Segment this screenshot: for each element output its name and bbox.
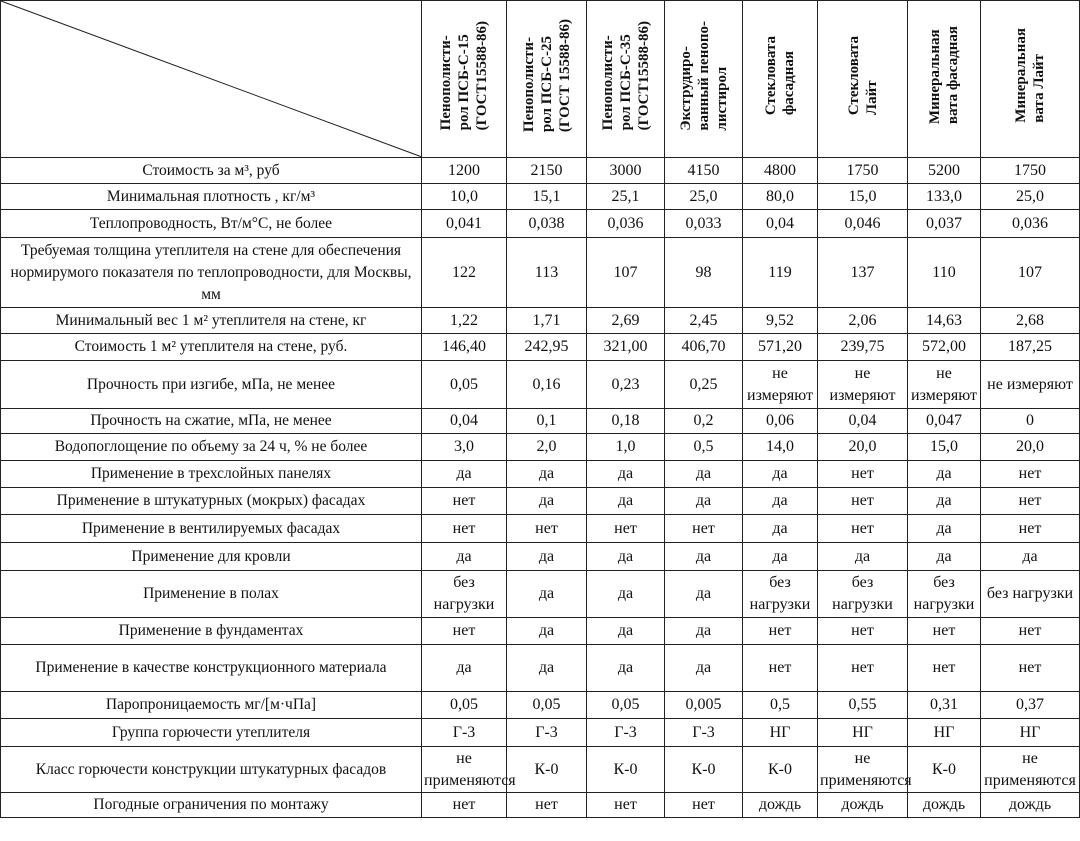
table-cell: да [743, 488, 818, 515]
table-cell: да [665, 571, 743, 618]
table-cell: да [743, 515, 818, 543]
table-cell: 15,1 [507, 184, 587, 210]
table-cell: не измеряют [743, 361, 818, 409]
column-header-label: Минеральная вата фасадная [927, 26, 961, 125]
column-header [587, 1, 665, 158]
table-cell: К-0 [507, 747, 587, 793]
table-cell: 0,05 [422, 361, 507, 409]
table-cell: нет [507, 793, 587, 818]
table-cell: дождь [818, 793, 908, 818]
table-cell: НГ [981, 719, 1080, 747]
table-cell: 2,45 [665, 308, 743, 334]
table-cell: НГ [818, 719, 908, 747]
table-cell: К-0 [908, 747, 981, 793]
table-cell: да [908, 461, 981, 488]
row-label: Группа горючести утеплителя [1, 719, 422, 747]
row-label: Применение в трехслойных панелях [1, 461, 422, 488]
table-cell: 0,5 [743, 692, 818, 719]
table-cell: 1,22 [422, 308, 507, 334]
table-cell: 20,0 [818, 434, 908, 461]
table-cell: нет [818, 488, 908, 515]
table-body [1, 158, 1080, 818]
table-cell: 4800 [743, 158, 818, 184]
table-cell: нет [818, 645, 908, 692]
table-cell: дождь [743, 793, 818, 818]
row-label: Минимальный вес 1 м² утеплителя на стене, кг [1, 308, 422, 334]
table-cell: нет [981, 488, 1080, 515]
table-row [1, 747, 1080, 793]
table-cell: 25,0 [665, 184, 743, 210]
table-cell: 0,55 [818, 692, 908, 719]
table-cell: 25,1 [587, 184, 665, 210]
table-cell: да [587, 645, 665, 692]
table-cell: да [587, 488, 665, 515]
table-row [1, 488, 1080, 515]
table-cell: нет [908, 645, 981, 692]
table-cell: 0,05 [422, 692, 507, 719]
table-cell: нет [743, 645, 818, 692]
table-cell: 110 [908, 238, 981, 308]
table-cell: не измеряют [908, 361, 981, 409]
column-header-label: Пенополисти- рол ПСБ-С-15 (ГОСТ15588-86) [438, 20, 490, 131]
table-cell: да [507, 618, 587, 645]
table-cell: да [507, 645, 587, 692]
row-label: Применение в вентилируемых фасадах [1, 515, 422, 543]
table-cell: 1,0 [587, 434, 665, 461]
row-label: Применение в полах [1, 571, 422, 618]
table-cell: 0,37 [981, 692, 1080, 719]
table-cell: нет [981, 461, 1080, 488]
table-cell: нет [587, 793, 665, 818]
table-cell: без нагрузки [908, 571, 981, 618]
table-cell: нет [422, 793, 507, 818]
table-row [1, 238, 1080, 308]
table-cell: 1200 [422, 158, 507, 184]
table-cell: 0,04 [743, 210, 818, 238]
table-cell: 5200 [908, 158, 981, 184]
row-label: Класс горючести конструкции штукатурных фасадов [1, 747, 422, 793]
table-cell: 0,037 [908, 210, 981, 238]
table-cell: 1,71 [507, 308, 587, 334]
table-row [1, 571, 1080, 618]
table-cell: да [507, 543, 587, 571]
table-cell: 10,0 [422, 184, 507, 210]
table-cell: 25,0 [981, 184, 1080, 210]
table-cell: 137 [818, 238, 908, 308]
column-header [818, 1, 908, 158]
table-cell: 0 [981, 409, 1080, 434]
table-cell: да [818, 543, 908, 571]
table-cell: 2,06 [818, 308, 908, 334]
table-row [1, 210, 1080, 238]
table-cell: нет [981, 645, 1080, 692]
table-cell: без нагрузки [981, 571, 1080, 618]
table-header [1, 1, 1080, 158]
table-row [1, 645, 1080, 692]
table-row [1, 308, 1080, 334]
column-header [981, 1, 1080, 158]
table-cell: да [587, 618, 665, 645]
table-cell: 133,0 [908, 184, 981, 210]
table-cell: не применяются [422, 747, 507, 793]
table-cell: нет [665, 793, 743, 818]
table-cell: 571,20 [743, 334, 818, 361]
table-cell: нет [818, 515, 908, 543]
table-cell: да [665, 618, 743, 645]
table-cell: дождь [908, 793, 981, 818]
table-row [1, 719, 1080, 747]
table-cell: К-0 [587, 747, 665, 793]
table-cell: 146,40 [422, 334, 507, 361]
table-cell: 0,31 [908, 692, 981, 719]
table-cell: дождь [981, 793, 1080, 818]
table-cell: 239,75 [818, 334, 908, 361]
column-header [665, 1, 743, 158]
column-header [507, 1, 587, 158]
table-cell: К-0 [665, 747, 743, 793]
table-cell: нет [422, 618, 507, 645]
table-cell: 2150 [507, 158, 587, 184]
table-cell: 3,0 [422, 434, 507, 461]
table-cell: да [422, 543, 507, 571]
table-row [1, 184, 1080, 210]
table-cell: 0,05 [507, 692, 587, 719]
table-cell: 2,68 [981, 308, 1080, 334]
table-cell: нет [587, 515, 665, 543]
table-cell: без нагрузки [743, 571, 818, 618]
table-cell: 0,036 [981, 210, 1080, 238]
row-label: Погодные ограничения по монтажу [1, 793, 422, 818]
table-row [1, 515, 1080, 543]
table-row [1, 618, 1080, 645]
table-cell: 14,0 [743, 434, 818, 461]
table-cell: да [507, 461, 587, 488]
table-cell: 20,0 [981, 434, 1080, 461]
table-cell: 122 [422, 238, 507, 308]
column-header-label: Минеральная вата Лайт [1013, 28, 1047, 123]
table-cell: да [587, 543, 665, 571]
table-cell: не измеряют [818, 361, 908, 409]
table-cell: 0,23 [587, 361, 665, 409]
table-row [1, 334, 1080, 361]
table-cell: 107 [981, 238, 1080, 308]
column-header [743, 1, 818, 158]
table-cell: Г-3 [422, 719, 507, 747]
table-cell: да [665, 488, 743, 515]
table-cell: нет [981, 515, 1080, 543]
row-label: Применение в фундаментах [1, 618, 422, 645]
table-cell: нет [818, 461, 908, 488]
table-cell: да [665, 645, 743, 692]
column-header-label: Пенополисти- рол ПСБ-С-25 (ГОСТ 15588-86) [520, 18, 573, 133]
table-cell: нет [422, 488, 507, 515]
table-cell: без нагрузки [818, 571, 908, 618]
table-cell: нет [507, 515, 587, 543]
table-cell: 0,25 [665, 361, 743, 409]
table-cell: без нагрузки [422, 571, 507, 618]
table-row [1, 461, 1080, 488]
table-cell: да [507, 488, 587, 515]
table-cell: не применяются [818, 747, 908, 793]
table-cell: 242,95 [507, 334, 587, 361]
table-cell: 0,1 [507, 409, 587, 434]
table-row [1, 158, 1080, 184]
table-cell: 0,04 [422, 409, 507, 434]
row-label: Стоимость за м³, руб [1, 158, 422, 184]
table-cell: НГ [908, 719, 981, 747]
column-header [908, 1, 981, 158]
table-cell: 0,5 [665, 434, 743, 461]
table-cell: 0,033 [665, 210, 743, 238]
table-cell: Г-3 [665, 719, 743, 747]
table-cell: да [587, 571, 665, 618]
table-row [1, 409, 1080, 434]
table-cell: 15,0 [908, 434, 981, 461]
row-label: Требуемая толщина утеплителя на стене для обеспечения нормирумого показателя по теплопроводности, для Москвы, мм [1, 238, 422, 308]
table-cell: Г-3 [507, 719, 587, 747]
table-cell: нет [422, 515, 507, 543]
table-row [1, 361, 1080, 409]
table-row [1, 543, 1080, 571]
table-cell: 0,041 [422, 210, 507, 238]
table-cell: да [981, 543, 1080, 571]
table-cell: не применяются [981, 747, 1080, 793]
table-cell: не измеряют [981, 361, 1080, 409]
table-cell: НГ [743, 719, 818, 747]
row-label: Минимальная плотность , кг/м³ [1, 184, 422, 210]
table-cell: да [908, 488, 981, 515]
table-cell: да [507, 571, 587, 618]
table-cell: 3000 [587, 158, 665, 184]
table-row [1, 692, 1080, 719]
header-row [1, 1, 1080, 158]
row-label: Водопоглощение по объему за 24 ч, % не более [1, 434, 422, 461]
table-cell: 321,00 [587, 334, 665, 361]
table-cell: 2,0 [507, 434, 587, 461]
table-cell: да [422, 645, 507, 692]
table-cell: 0,04 [818, 409, 908, 434]
column-header-label: Экструдиро- ванный пенопо- листирол [677, 20, 730, 131]
table-cell: 0,05 [587, 692, 665, 719]
table-cell: 187,25 [981, 334, 1080, 361]
column-header-label: Стекловата Лайт [845, 35, 880, 116]
table-cell: 4150 [665, 158, 743, 184]
table-row [1, 434, 1080, 461]
table-cell: 0,2 [665, 409, 743, 434]
diagonal-line [1, 1, 422, 157]
table-cell: 15,0 [818, 184, 908, 210]
table-cell: 80,0 [743, 184, 818, 210]
table-cell: 2,69 [587, 308, 665, 334]
table-cell: нет [665, 515, 743, 543]
table-cell: 406,70 [665, 334, 743, 361]
table-cell: да [908, 543, 981, 571]
table-cell: 0,036 [587, 210, 665, 238]
table-cell: да [743, 461, 818, 488]
column-header-label: Пенополисти- рол ПСБ-С-35 (ГОСТ15588-86) [599, 20, 652, 131]
table-cell: 14,63 [908, 308, 981, 334]
row-label: Паропроницаемость мг/[м·чПа] [1, 692, 422, 719]
row-label: Прочность при изгибе, мПа, не менее [1, 361, 422, 409]
table-cell: нет [818, 618, 908, 645]
table-cell: да [665, 461, 743, 488]
table-row [1, 793, 1080, 818]
row-label: Применение в штукатурных (мокрых) фасадах [1, 488, 422, 515]
table-cell: да [587, 461, 665, 488]
table-cell: 107 [587, 238, 665, 308]
table-cell: 0,18 [587, 409, 665, 434]
column-header [422, 1, 507, 158]
row-label: Применение в качестве конструкционного материала [1, 645, 422, 692]
table-cell: нет [743, 618, 818, 645]
table-cell: да [743, 543, 818, 571]
table-cell: 0,047 [908, 409, 981, 434]
row-label: Теплопроводность, Вт/м°С, не более [1, 210, 422, 238]
table-cell: да [665, 543, 743, 571]
table-cell: да [422, 461, 507, 488]
table-cell: 1750 [981, 158, 1080, 184]
row-label: Применение для кровли [1, 543, 422, 571]
table-cell: 572,00 [908, 334, 981, 361]
table-cell: 113 [507, 238, 587, 308]
table-cell: 9,52 [743, 308, 818, 334]
table-cell: 0,06 [743, 409, 818, 434]
table-cell: 0,046 [818, 210, 908, 238]
table-cell: нет [908, 618, 981, 645]
corner-cell [1, 1, 422, 158]
table-cell: 119 [743, 238, 818, 308]
column-header-label: Стекловата фасадная [763, 35, 797, 116]
table-cell: да [908, 515, 981, 543]
table-cell: 98 [665, 238, 743, 308]
table-cell: 1750 [818, 158, 908, 184]
table-cell: 0,038 [507, 210, 587, 238]
table-cell: К-0 [743, 747, 818, 793]
row-label: Стоимость 1 м² утеплителя на стене, руб. [1, 334, 422, 361]
table-cell: Г-3 [587, 719, 665, 747]
table-cell: 0,16 [507, 361, 587, 409]
row-label: Прочность на сжатие, мПа, не менее [1, 409, 422, 434]
table-cell: 0,005 [665, 692, 743, 719]
table-cell: нет [981, 618, 1080, 645]
